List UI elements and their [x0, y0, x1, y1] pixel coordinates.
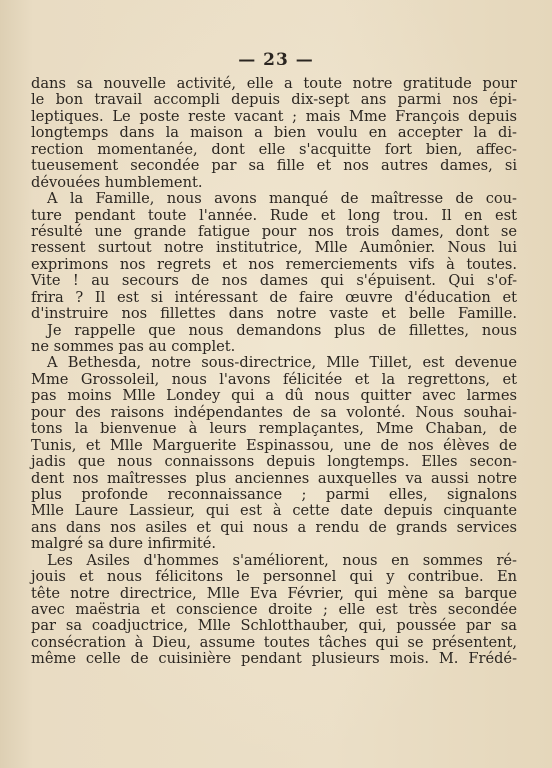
text-line: avec maëstria et conscience droite ; elle est très secondée: [31, 601, 517, 618]
text-line: résulté une grande fatigue pour nos trois dames, dont se: [31, 222, 517, 240]
text-line: Mlle Laure Lassieur, qui est à cette date depuis cinquante: [31, 502, 517, 520]
text-line: A Bethesda, notre sous-directrice, Mlle Tillet, est devenue: [47, 354, 517, 372]
text-line: jadis que nous connaissons depuis longtemps. Elles secon-: [31, 453, 517, 471]
text-line: A la Famille, nous avons manqué de maîtresse de cou-: [47, 190, 517, 208]
text-line: par sa coadjuctrice, Mlle Schlotthauber, qui, poussée par sa: [31, 617, 517, 635]
text-line: ne sommes pas au complet.: [31, 338, 236, 355]
text-line: jouis et nous félicitons le personnel qui y contribue. En: [31, 568, 517, 586]
text-line: tueusement secondée par sa fille et nos autres dames, si: [31, 157, 517, 175]
text-line: consécration à Dieu, assume toutes tâches qui se présentent,: [31, 633, 517, 651]
text-line: le bon travail accompli depuis dix-sept ans parmi nos épi-: [31, 91, 517, 109]
text-line: Les Asiles d'hommes s'améliorent, nous en sommes ré-: [47, 551, 517, 569]
page-number: — 23 —: [238, 50, 314, 70]
text-line: leptiques. Le poste reste vacant ; mais Mme François depuis: [31, 107, 517, 125]
text-line: Je rappelle que nous demandons plus de fillettes, nous: [47, 321, 517, 339]
text-line: frira ? Il est si intéressant de faire œuvre d'éducation et: [31, 288, 517, 306]
text-line: pas moins Mlle Londey qui a dû nous quitter avec larmes: [31, 387, 517, 405]
text-line: Tunis, et Mlle Marguerite Espinassou, une de nos élèves de: [31, 436, 517, 454]
text-line: Mme Grossoleil, nous l'avons félicitée et la regrettons, et: [31, 370, 517, 388]
text-line: dans sa nouvelle activité, elle a toute notre gratitude pour: [31, 75, 517, 92]
text-line: pour des raisons indépendantes de sa volonté. Nous souhai-: [31, 403, 517, 421]
text-line: dévouées humblement.: [31, 173, 203, 191]
text-line: d'instruire nos fillettes dans notre vaste et belle Famille.: [31, 305, 517, 323]
text-line: même celle de cuisinière pendant plusieurs mois. M. Frédé-: [31, 650, 517, 668]
text-line: Vite ! au secours de nos dames qui s'épuisent. Qui s'of-: [31, 272, 517, 290]
text-line: rection momentanée, dont elle s'acquitte fort bien, affec-: [31, 140, 517, 158]
text-line: tons la bienvenue à leurs remplaçantes, Mme Chaban, de: [31, 420, 517, 438]
text-line: ressent surtout notre institutrice, Mlle Aumônier. Nous lui: [31, 239, 517, 257]
text-line: ture pendant toute l'année. Rude et long trou. Il en est: [31, 206, 517, 224]
text-line: tête notre directrice, Mlle Eva Février, qui mène sa barque: [31, 584, 517, 602]
text-line: ans dans nos asiles et qui nous a rendu de grands services: [31, 518, 517, 536]
body-text: [31, 76, 517, 668]
text-line: dent nos maîtresses plus anciennes auxquelles va aussi notre: [31, 469, 517, 487]
text-line: plus profonde reconnaissance ; parmi elles, signalons: [31, 485, 517, 503]
text-line: longtemps dans la maison a bien voulu en accepter la di-: [31, 124, 517, 142]
text-line: malgré sa dure infirmité.: [31, 535, 217, 553]
text-line: exprimons nos regrets et nos remerciements vifs à toutes.: [31, 255, 517, 273]
